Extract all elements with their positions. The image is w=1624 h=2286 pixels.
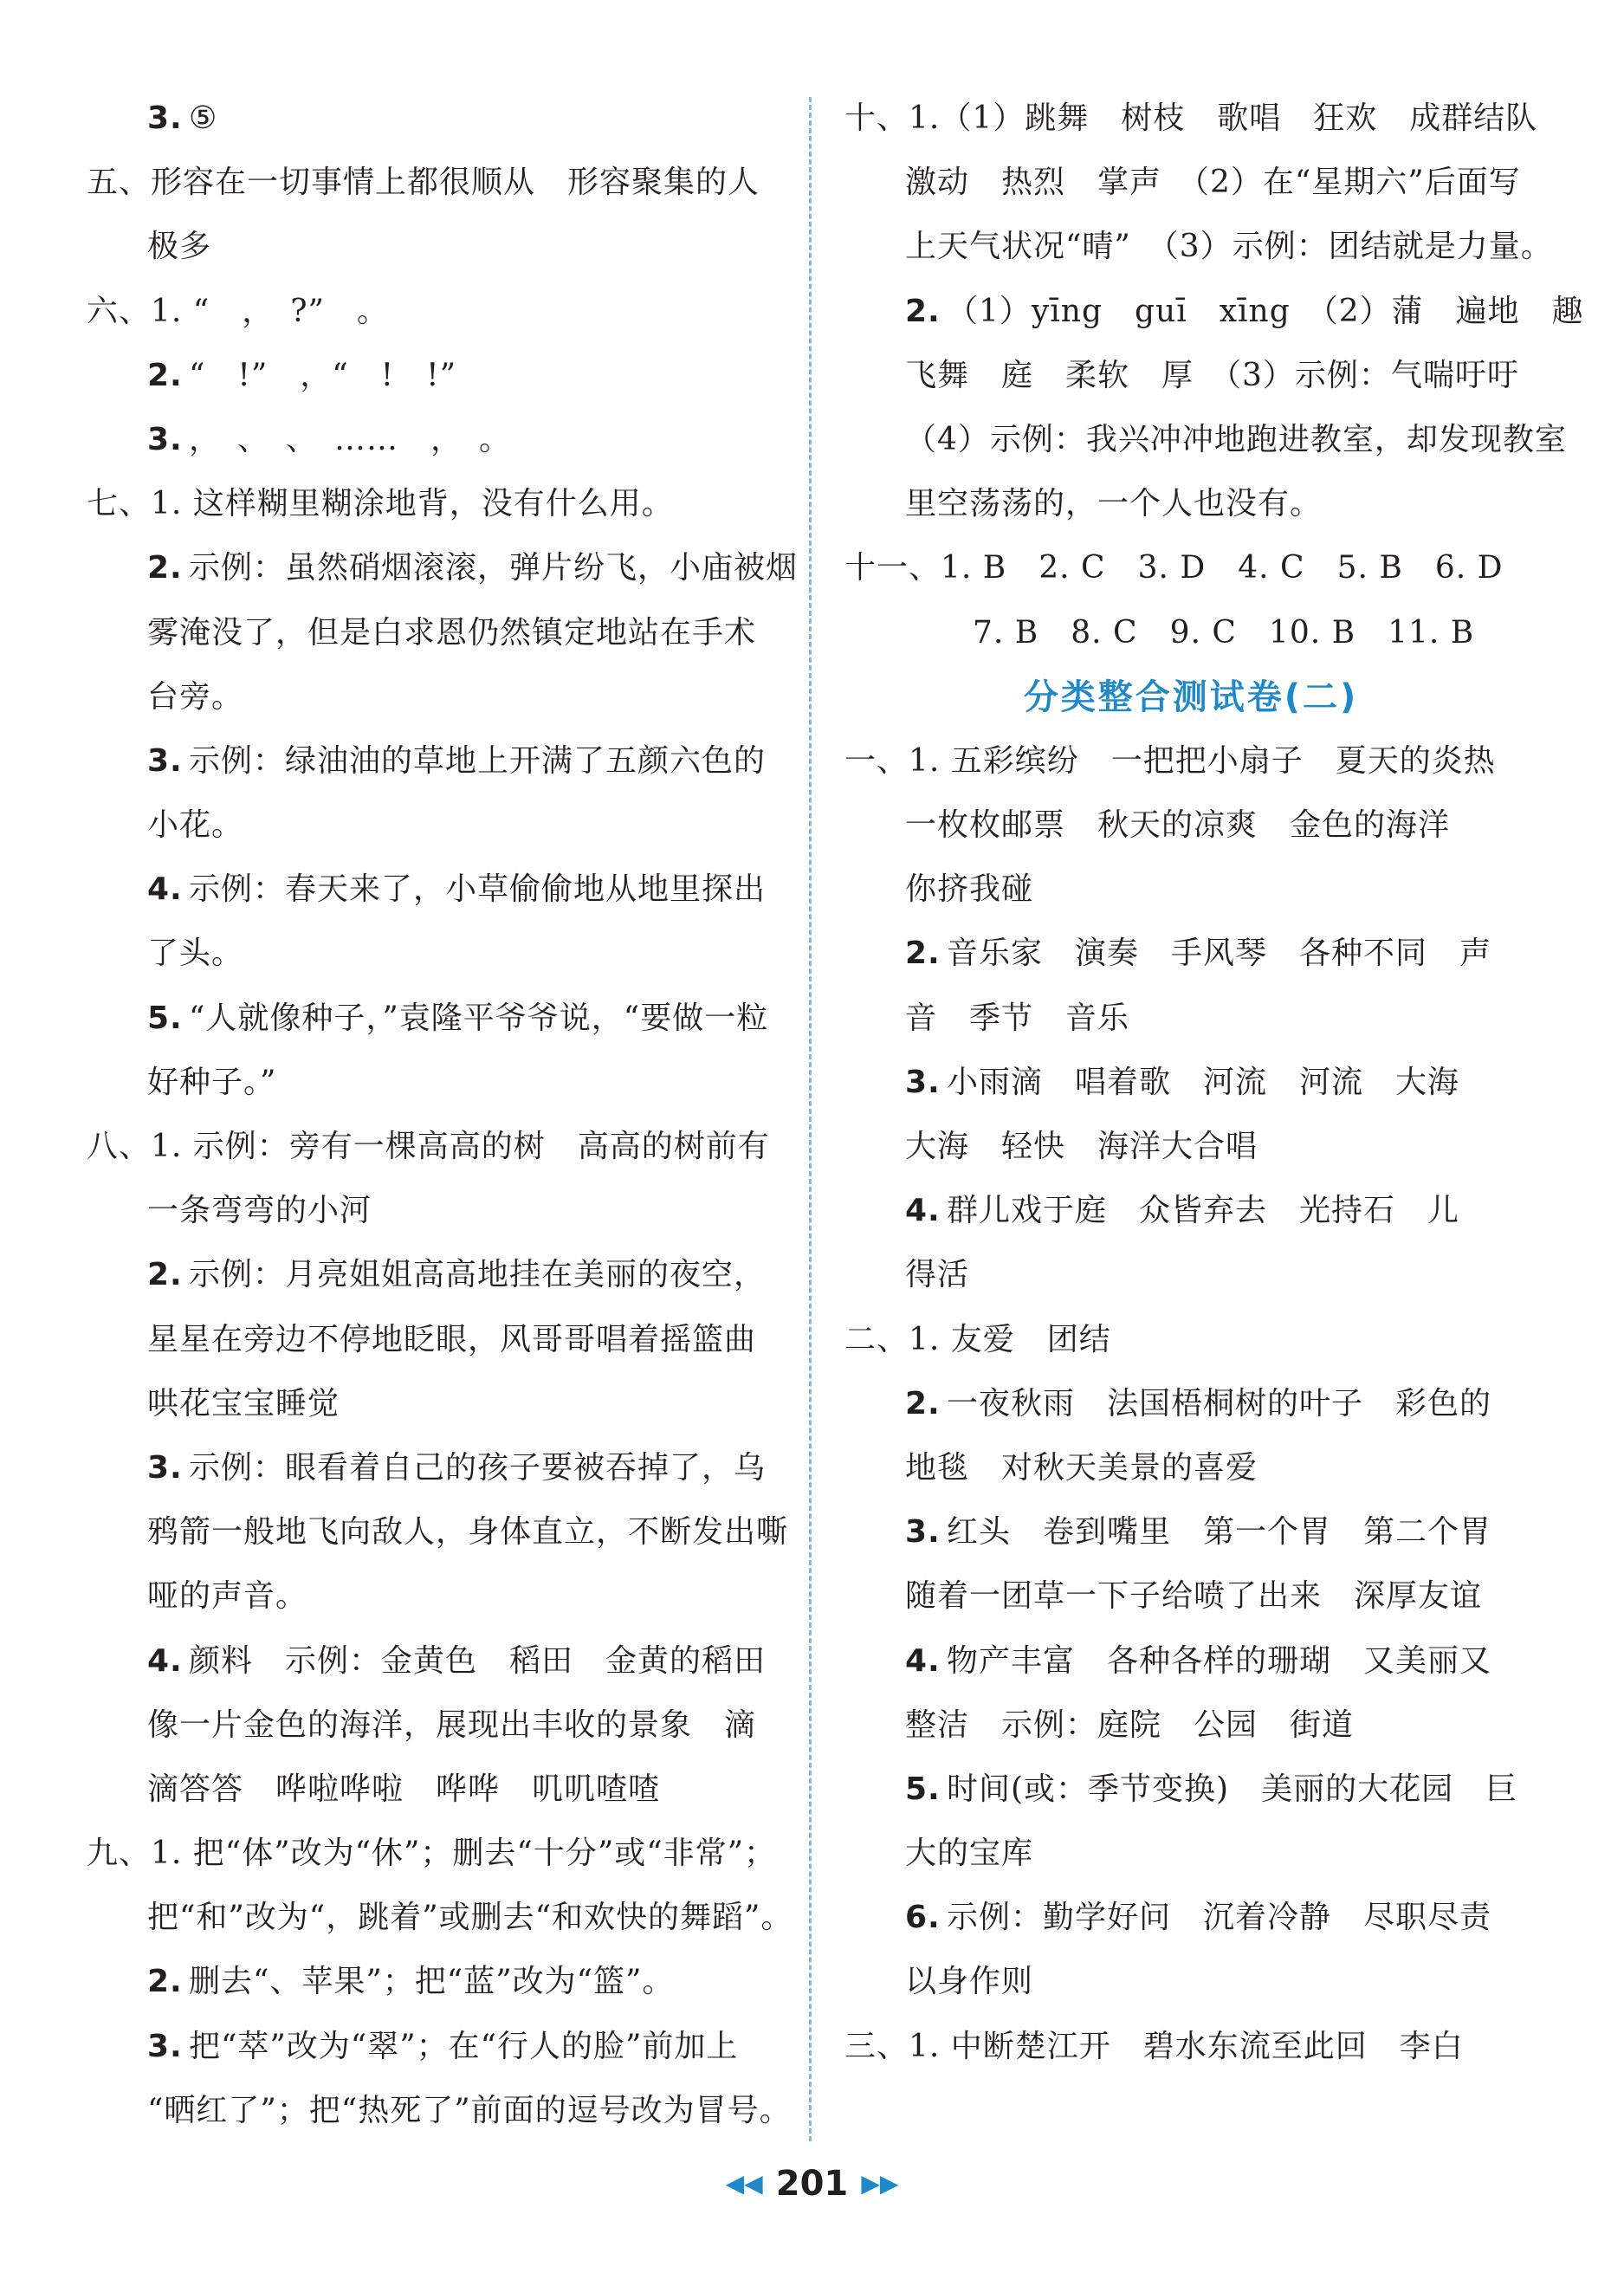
answer-text: 三、1. 中断楚江开 碧水东流至此回 李白 [844,2028,1464,2064]
item-number: 4. [905,1193,941,1229]
answer-line [87,1436,780,1500]
answer-text: 六、1. “ ， ?” 。 [87,293,389,329]
answer-text: 星星在旁边不停地眨眼，风哥哥唱着摇篮曲 [147,1321,757,1357]
answer-line [87,729,780,793]
answer-text: 示例：月亮姐姐高高地挂在美丽的夜空， [189,1257,767,1293]
answer-text: 滴答答 哗啦哗啦 哗哗 叽叽喳喳 [147,1771,661,1807]
answer-text: 大的宝库 [905,1836,1034,1872]
answer-line [87,408,780,472]
answer-text: 随着一团草一下子给喷了出来 深厚友谊 [905,1578,1483,1615]
answer-text: 飞舞 庭 柔软 厚 （3）示例：气喘吁吁 [905,357,1519,393]
answer-line [87,1179,780,1243]
item-number: 3. [147,421,183,457]
answer-text: 把“萃”改为“翠”；在“行人的脸”前加上 [189,2028,739,2064]
answer-line [844,1115,1537,1179]
answer-line [844,1243,1537,1307]
answer-line [844,601,1537,665]
answer-line [87,1886,793,1950]
answer-line [87,601,780,665]
answer-line [87,1564,780,1629]
item-number: 3. [905,1064,941,1100]
page-footer [0,2157,1624,2209]
answer-text: 小花。 [147,807,244,844]
answer-text: 颜料 示例：金黄色 稻田 金黄的稻田 [189,1642,767,1679]
answer-text: 你挤我碰 [905,871,1034,908]
answer-line [87,472,780,536]
right-column-top [844,87,1584,665]
answer-line [844,280,1584,344]
answer-line [844,1758,1537,1822]
answer-line [87,1950,780,2014]
answer-line [87,793,780,858]
item-number: 5. [147,1000,183,1036]
answer-text: 示例：春天来了，小草偷偷地从地里探出 [189,871,767,908]
answer-line [87,2079,792,2143]
answer-text: 地毯 对秋天美景的喜爱 [905,1449,1258,1486]
answer-line [844,922,1537,986]
answer-line [87,280,780,344]
answer-line [87,858,780,922]
answer-text: 七、1. 这样糊里糊涂地背，没有什么用。 [87,486,674,522]
answer-line [844,1693,1537,1758]
answer-text: 音 季节 音乐 [905,1000,1130,1036]
answer-text: 小雨滴 唱着歌 河流 河流 大海 [947,1064,1460,1100]
answer-line [844,2015,1537,2079]
answer-text: 以身作则 [905,1964,1034,2000]
answer-text: “人就像种子，”袁隆平爷爷说，“要做一粒 [189,1000,769,1036]
item-number: 6. [905,1900,941,1936]
item-number: 5. [905,1771,941,1807]
left-column [87,87,799,2143]
item-number: 4. [147,871,183,908]
answer-line [844,1436,1537,1500]
answer-line [87,1693,780,1758]
answer-text: （4）示例：我兴冲冲地跑进教室，却发现教室 [905,421,1567,457]
item-number: 2. [147,1257,183,1293]
answer-line [844,1308,1537,1372]
right-column [844,87,1584,2079]
answer-text: 激动 热烈 掌声 （2）在“星期六”后面写 [905,165,1521,201]
answer-line [87,215,780,279]
answer-text: “晒红了”；把“热死了”前面的逗号改为冒号。 [147,2092,792,2128]
answer-text: 整洁 示例：庭院 公园 街道 [905,1706,1355,1743]
answer-line [844,1500,1537,1564]
item-number: 4. [147,1642,183,1679]
answer-line [87,536,799,600]
answer-line [844,1886,1537,1950]
answer-line [87,1500,789,1564]
answer-text: 里空荡荡的，一个人也没有。 [905,486,1323,522]
item-number: 2. [147,357,183,393]
answer-text: 得活 [905,1257,970,1293]
answer-text: 鸦箭一般地飞向敌人，身体直立，不断发出嘶 [147,1514,789,1551]
answer-text: 红头 卷到嘴里 第一个胃 第二个胃 [947,1514,1492,1551]
answer-line [844,1179,1537,1243]
item-number: 4. [905,1642,941,1679]
answer-text: 一枚枚邮票 秋天的凉爽 金色的海洋 [905,807,1451,844]
answer-line [87,1051,780,1115]
answer-text: 示例：虽然硝烟滚滚，弹片纷飞，小庙被烟 [189,550,799,586]
answer-text: 示例：勤学好问 沉着冷静 尽职尽责 [947,1900,1492,1936]
answer-text: 音乐家 演奏 手风琴 各种不同 声 [947,936,1492,972]
item-number: 3. [905,1514,941,1551]
section-heading: 分类整合测试卷(二) [1023,677,1359,717]
answer-line [844,1822,1537,1886]
answer-line [844,344,1537,408]
answer-text: 哄花宝宝睡觉 [147,1385,340,1421]
answer-text: 一、1. 五彩缤纷 一把把小扇子 夏天的炎热 [844,742,1496,779]
answer-text: 删去“、苹果”；把“蓝”改为“篮”。 [189,1964,675,2000]
answer-line [87,87,780,151]
answer-line [844,1564,1537,1629]
answer-line [87,1758,780,1822]
answer-line [844,1629,1537,1693]
answer-line [844,215,1553,279]
answer-line [87,1115,780,1179]
answer-text: 像一片金色的海洋，展现出丰收的景象 滴 [147,1706,757,1743]
answer-text: 物产丰富 各种各样的珊瑚 又美丽又 [947,1642,1492,1679]
answer-text: 时间(或：季节变换) 美丽的大花园 巨 [947,1771,1518,1807]
answer-line [844,536,1537,600]
item-number: 3. [147,742,183,779]
prev-arrows-icon: ◀◀ [725,2168,763,2198]
page-number: 201 [775,2163,849,2204]
answer-line [844,858,1537,922]
answer-text: 了头。 [147,936,244,972]
answer-text: 一夜秋雨 法国梧桐树的叶子 彩色的 [947,1385,1492,1421]
answer-text: 二、1. 友爱 团结 [844,1321,1111,1357]
answer-line [844,987,1537,1051]
answer-text: 上天气状况“晴” （3）示例：团结就是力量。 [905,229,1553,265]
answer-text: 把“和”改为“，跳着”或删去“和欢快的舞蹈”。 [147,1900,793,1936]
item-number: 2. [905,293,941,329]
answer-text: 极多 [147,229,212,265]
answer-line [844,1372,1537,1436]
answer-line [844,1051,1537,1115]
answer-line [87,2015,780,2079]
answer-text: 好种子。” [147,1064,277,1100]
answer-text: 台旁。 [147,678,244,715]
item-number: 2. [905,936,941,972]
answer-line [844,87,1537,151]
answer-text: 群儿戏于庭 众皆弃去 光持石 儿 [947,1193,1460,1229]
answer-line [87,1243,780,1307]
answer-line [87,151,780,215]
answer-line [844,729,1537,793]
answer-line [87,1629,780,1693]
answer-text: 十、1.（1）跳舞 树枝 歌唱 狂欢 成群结队 [844,100,1538,136]
item-number: 3. [147,1449,183,1486]
right-column-bottom [844,729,1537,2079]
answer-text: 示例：绿油油的草地上开满了五颜六色的 [189,742,767,779]
answer-line [844,1950,1537,2014]
answer-text: 雾淹没了，但是白求恩仍然镇定地站在手术 [147,614,757,651]
answer-text: ， 、 、 …… ， 。 [189,421,512,457]
answer-line [844,408,1567,472]
answer-line [844,472,1537,536]
answer-line [87,987,780,1051]
answer-line [844,151,1537,215]
answer-text: 7. B 8. C 9. C 10. B 11. B [973,614,1475,651]
answer-text: 哑的声音。 [147,1578,308,1615]
answer-text: 一条弯弯的小河 [147,1193,372,1229]
next-arrows-icon: ▶▶ [861,2168,899,2198]
answer-line [87,922,780,986]
answer-text: 九、1. 把“体”改为“休”；删去“十分”或“非常”； [87,1836,777,1872]
answer-text: “ !” ，“ ! !” [189,357,457,393]
item-number: 2. [905,1385,941,1421]
answer-text: 十一、1. B 2. C 3. D 4. C 5. B 6. D [844,550,1504,586]
answer-line [87,1822,780,1886]
answer-line [844,793,1537,858]
item-number: 3. [147,2028,183,2064]
column-divider [809,97,812,2141]
answer-text: （1）yīng guī xīng （2）蒲 遍地 趣 [947,293,1584,329]
answer-text: 大海 轻快 海洋大合唱 [905,1129,1258,1164]
answer-line [87,344,780,408]
answer-text: 五、形容在一切事情上都很顺从 形容聚集的人 [87,165,760,201]
answer-line [87,665,780,729]
answer-line [87,1372,780,1436]
answer-line [87,1308,780,1372]
item-number: 2. [147,550,183,586]
answer-text: 示例：眼看着自己的孩子要被吞掉了，乌 [189,1449,767,1486]
item-number: 3. [147,100,183,136]
answer-text: ⑤ [189,100,218,136]
item-number: 2. [147,1964,183,2000]
answer-text: 八、1. 示例：旁有一棵高高的树 高高的树前有 [87,1129,770,1164]
